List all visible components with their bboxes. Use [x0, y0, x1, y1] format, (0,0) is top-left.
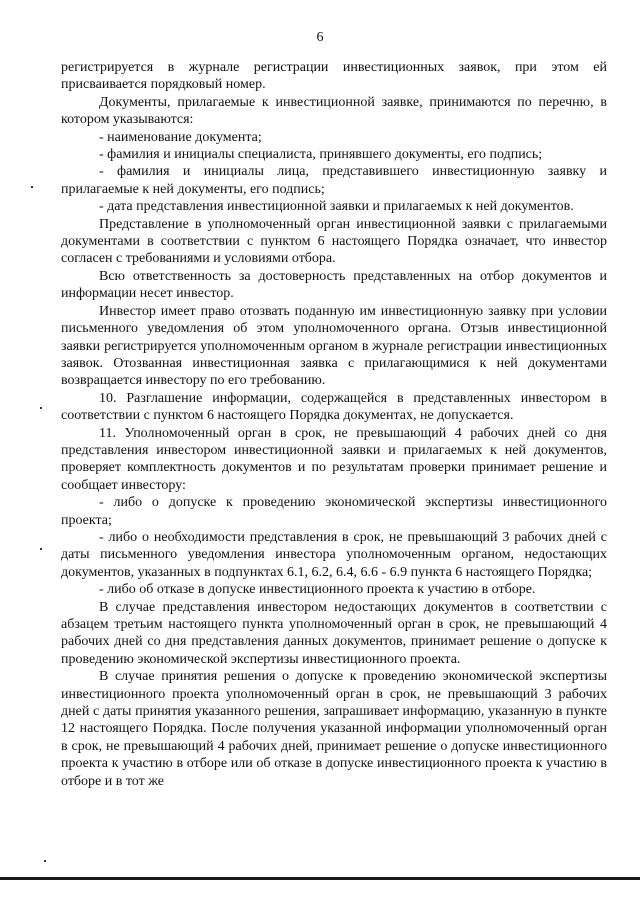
- paragraph: В случае представления инвестором недостающих документов в соответствии с абзацем третьим настоящего пункта уполномоченный орган в срок, не превышающий 4 рабочих дней со дня представления данных документов, принимает решение о допуске к проведению экономической экспертизы инвестиционного проекта.: [61, 599, 607, 667]
- list-item: - фамилия и инициалы лица, представившего инвестиционную заявку и прилагаемые к ней документы, его подпись;: [61, 164, 607, 197]
- page-number: 6: [316, 30, 324, 45]
- scan-speck: [40, 407, 42, 409]
- list-item: - либо об отказе в допуске инвестиционного проекта к участию в отборе.: [99, 582, 536, 598]
- scan-speck: [31, 186, 33, 188]
- paragraph: Представление в уполномоченный орган инвестиционной заявки с прилагаемыми документами в соответствии с пунктом 6 настоящего Порядка означает, что инвестор согласен с требованиями и условиями отбора.: [61, 216, 607, 267]
- list-item: - фамилия и инициалы специалиста, принявшего документы, его подпись;: [99, 147, 543, 163]
- paragraph: Инвестор имеет право отозвать поданную им инвестиционную заявку при условии письменного уведомления об этом уполномоченного органа. Отзыв инвестиционной заявки регистрируется уполномоченным органом в журнале регистрации инвестиционных заявок. Отозванная инвестиционная заявка с прилагающимися к ней документами возвращается инвестору по его требованию.: [61, 303, 607, 389]
- scan-speck: [40, 548, 42, 550]
- paragraph: Всю ответственность за достоверность представленных на отбор документов и информации несет инвестор.: [61, 268, 607, 302]
- list-item: - либо о допуске к проведению экономической экспертизы инвестиционного проекта;: [61, 495, 607, 528]
- document-body: [61, 59, 607, 790]
- bottom-rule: [0, 877, 640, 880]
- list-item: - либо о необходимости представления в срок, не превышающий 3 рабочих дней с даты письменного уведомления инвестора уполномоченным органом, недостающих документов, указанных в подпунктах 6.1, 6.2, 6.4, 6.6 - 6.9 пункта 6 настоящего Порядка;: [61, 529, 607, 580]
- paragraph: Документы, прилагаемые к инвестиционной заявке, принимаются по перечню, в котором указываются:: [61, 94, 607, 128]
- paragraph: 10. Разглашение информации, содержащейся в представленных инвестором в соответствии с пунктом 6 настоящего Порядка документах, не допускается.: [61, 390, 607, 424]
- scan-speck: [44, 860, 46, 862]
- list-item: - дата представления инвестиционной заявки и прилагаемых к ней документов.: [99, 199, 574, 215]
- paragraph: В случае принятия решения о допуске к проведению экономической экспертизы инвестиционного проекта уполномоченный орган в срок, не превышающий 3 рабочих дней с даты принятия указанного решения, запрашивает информацию, указанную в пункте 12 настоящего Порядка. После получения указанной информации уполномоченный орган в срок, не превышающий 4 рабочих дней, принимает решение о допуске инвестиционного проекта к участию в отборе или об отказе в допуске инвестиционного проекта к участию в отборе и в тот же: [61, 669, 607, 789]
- paragraph: 11. Уполномоченный орган в срок, не превышающий 4 рабочих дней со дня представления инвестором инвестиционной заявки и прилагаемых к ней документов, проверяет комплектность документов и по результатам проверки принимает решение и сообщает инвестору:: [61, 425, 607, 493]
- paragraph: регистрируется в журнале регистрации инвестиционных заявок, при этом ей присваивается порядковый номер.: [61, 60, 607, 93]
- list-item: - наименование документа;: [99, 129, 262, 145]
